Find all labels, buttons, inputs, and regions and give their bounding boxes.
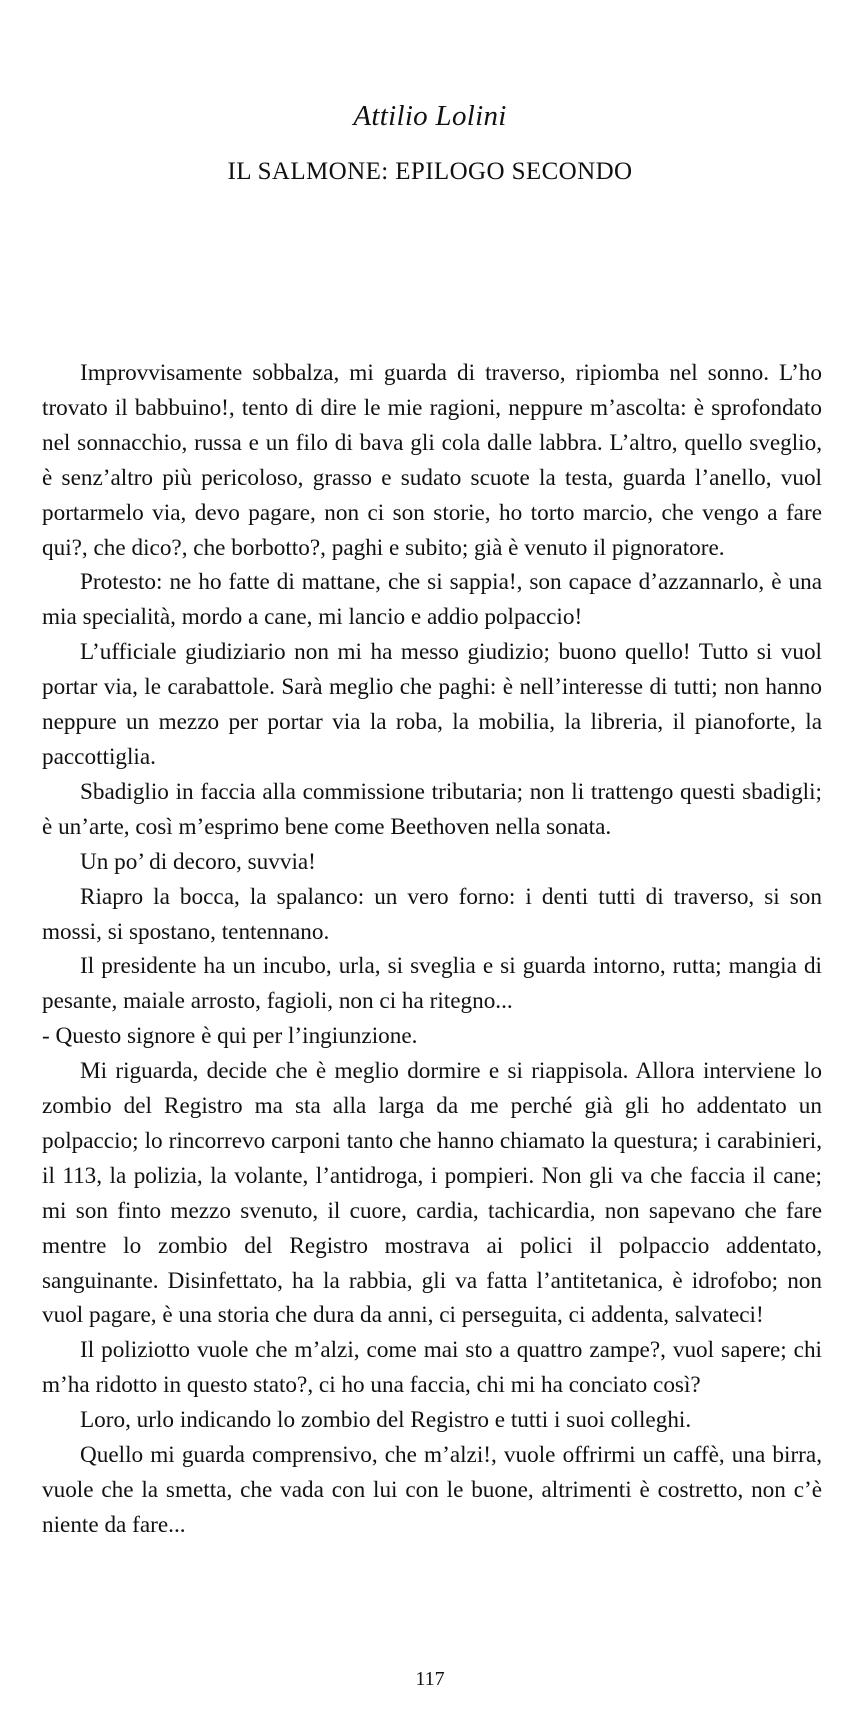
- body-text: [42, 356, 822, 1543]
- paragraph: Mi riguarda, decide che è meglio dormire e si riappisola. Allora interviene lo zombio del Registro ma sta alla larga da me perché già gli ho addentato un polpaccio; lo rincorrevo carponi tanto che hanno chiamato la questura; i carabinieri, il 113, la polizia, la volante, l’antidroga, i pompieri. Non gli va che faccia il cane; mi son finto mezzo svenuto, il cuore, cardia, tachicardia, non sapevano che fare mentre lo zombio del Registro mostrava ai polici il polpaccio addentato, sanguinante. Disinfettato, ha la rabbia, gli va fatta l’antitetanica, è idrofobo; non vuol pagare, è una storia che dura da anni, ci perseguita, ci addenta, salvateci!: [42, 1058, 822, 1329]
- paragraph: Improvvisamente sobbalza, mi guarda di traverso, ripiomba nel sonno. L’ho trovato il babbuino!, tento di dire le mie ragioni, neppure m’ascolta: è sprofondato nel sonnacchio, russa e un filo di bava gli cola dalle labbra. L’altro, quello sveglio, è senz’altro più pericoloso, grasso e sudato scuote la testa, guarda l’anello, vuol portarmelo via, devo pagare, non ci son storie, ho torto marcio, che vengo a fare qui?, che dico?, che borbotto?, paghi e subito; già è venuto il pignoratore.: [42, 360, 822, 561]
- paragraph: L’ufficiale giudiziario non mi ha messo giudizio; buono quello! Tutto si vuol portar via, le carabattole. Sarà meglio che paghi: è nell’interesse di tutti; non hanno neppure un mezzo per portar via la roba, la mobilia, la libreria, il pianoforte, la paccottiglia.: [42, 639, 822, 770]
- paragraph: Il presidente ha un incubo, urla, si sveglia e si guarda intorno, rutta; mangia di pesante, maiale arrosto, fagioli, non ci ha ritegno...: [42, 953, 822, 1015]
- paragraph: Sbadiglio in faccia alla commissione tributaria; non li trattengo questi sbadigli; è un’arte, così m’esprimo bene come Beethoven nella sonata.: [42, 778, 822, 840]
- chapter-title: IL SALMONE: EPILOGO SECONDO: [227, 158, 633, 185]
- paragraph: Loro, urlo indicando lo zombio del Registro e tutti i suoi colleghi.: [80, 1407, 692, 1434]
- page-number: 117: [415, 1668, 445, 1690]
- paragraph: Protesto: ne ho fatte di mattane, che si sappia!, son capace d’azzannarlo, è una mia specialità, mordo a cane, mi lancio e addio polpaccio!: [42, 569, 822, 631]
- paragraph: Il poliziotto vuole che m’alzi, come mai sto a quattro zampe?, vuol sapere; chi m’ha ridotto in questo stato?, ci ho una faccia, chi mi ha conciato così?: [42, 1337, 822, 1399]
- paragraph: Quello mi guarda comprensivo, che m’alzi!, vuole offrirmi un caffè, una birra, vuole che la smetta, che vada con lui con le buone, altrimenti è costretto, non c’è niente da fare...: [42, 1442, 822, 1538]
- author-name: Attilio Lolini: [353, 100, 507, 132]
- paragraph: Un po’ di decoro, suvvia!: [80, 848, 316, 875]
- dialogue-line: - Questo signore è qui per l’ingiunzione.: [42, 1023, 418, 1050]
- paragraph: Riapro la bocca, la spalanco: un vero forno: i denti tutti di traverso, si son mossi, si spostano, tentennano.: [42, 883, 822, 945]
